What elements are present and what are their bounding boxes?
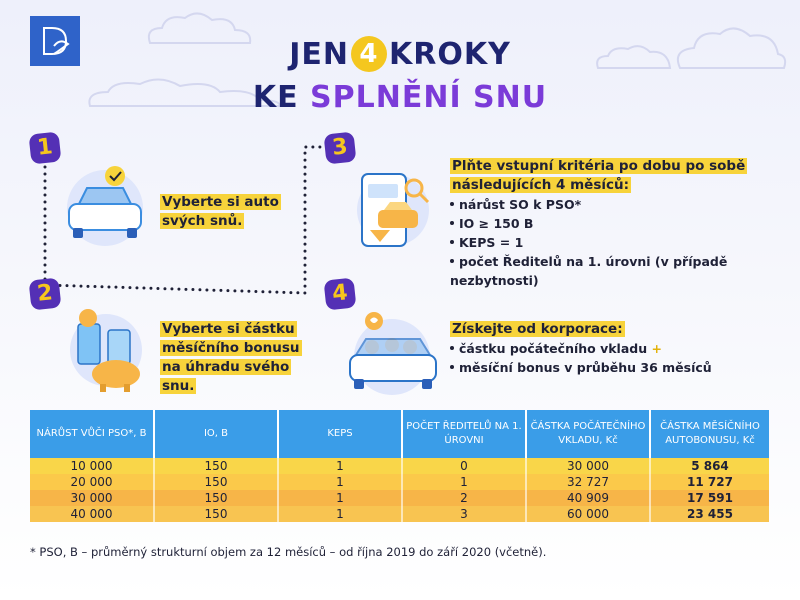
- step-2-line: Vyberte si částku: [162, 321, 295, 337]
- money-piggy-icon: [58, 300, 158, 400]
- table-header: ČÁSTKA MĚSÍČNÍHO AUTOBONUSU, Kč: [650, 410, 769, 458]
- table-cell: 60 000: [526, 506, 650, 522]
- table-cell: 1: [278, 506, 402, 522]
- table-header: POČET ŘEDITELŮ NA 1. ÚROVNI: [402, 410, 526, 458]
- step-4-bullet: částku počátečního vkladu +: [450, 339, 712, 358]
- table-cell: 1: [402, 474, 526, 490]
- subtitle-plain: KE: [252, 80, 311, 115]
- step-1-line: Vyberte si auto: [162, 194, 279, 210]
- table-header-row: [30, 410, 769, 458]
- table-header: ČÁSTKA POČÁTEČNÍHO VKLADU, Kč: [526, 410, 650, 458]
- table-header: IO, B: [154, 410, 278, 458]
- table-cell: 40 909: [526, 490, 650, 506]
- table-row: [30, 474, 769, 490]
- table-cell: 150: [154, 506, 278, 522]
- step-3-bullet: IO ≥ 150 B: [450, 214, 800, 233]
- step-3-bullet: KEPS = 1: [450, 233, 800, 252]
- table-header: KEPS: [278, 410, 402, 458]
- step-4-text: [450, 320, 712, 377]
- step-2-text: [160, 320, 302, 396]
- table-cell: 30 000: [526, 458, 650, 474]
- table-cell: 150: [154, 474, 278, 490]
- step-2-line: snu.: [162, 378, 195, 394]
- step-number-4: 4: [324, 278, 357, 311]
- table-cell: 30 000: [30, 490, 154, 506]
- table-row: [30, 458, 769, 474]
- plus-sign: +: [651, 341, 662, 356]
- table-cell: 20 000: [30, 474, 154, 490]
- table-cell: 10 000: [30, 458, 154, 474]
- phone-car-icon: [348, 160, 438, 255]
- step-number-1: 1: [29, 132, 62, 165]
- table-cell: 1: [278, 474, 402, 490]
- table-cell: 40 000: [30, 506, 154, 522]
- title-word-jen: JEN: [289, 37, 349, 72]
- table-cell: 32 727: [526, 474, 650, 490]
- step-number-2: 2: [29, 278, 62, 311]
- table-cell: 0: [402, 458, 526, 474]
- family-car-icon: [340, 305, 440, 400]
- step-4-bullet: měsíční bonus v průběhu 36 měsíců: [450, 358, 712, 377]
- table-cell: 1: [278, 490, 402, 506]
- table-cell: 5 864: [691, 459, 729, 473]
- step-3-line: Plňte vstupní kritéria po dobu po sobě: [452, 158, 746, 174]
- bonus-table: [30, 410, 769, 522]
- table-cell: 17 591: [687, 491, 733, 505]
- subtitle-highlight: SPLNĚNÍ SNU: [310, 80, 548, 115]
- table-row: [30, 490, 769, 506]
- table-cell: 150: [154, 458, 278, 474]
- step-number-3: 3: [324, 132, 357, 165]
- table-header: NÁRŮST VŮČI PSO*, B: [30, 410, 154, 458]
- table-cell: 3: [402, 506, 526, 522]
- step-3-text: [450, 157, 800, 290]
- table-cell: 11 727: [687, 475, 733, 489]
- title-number-badge: 4: [351, 36, 387, 72]
- step-3-line: následujících 4 měsíců:: [452, 177, 630, 193]
- table-cell: 150: [154, 490, 278, 506]
- step-1-text: [160, 193, 281, 231]
- table-cell: 1: [278, 458, 402, 474]
- step-3-bullet: počet Ředitelů na 1. úrovni (v případě nezbytnosti): [450, 254, 728, 288]
- car-check-icon: [55, 160, 155, 250]
- footnote: * PSO, B – průměrný strukturní objem za 12 měsíců – od října 2019 do září 2020 (včetně).: [30, 545, 547, 559]
- table-cell: 2: [402, 490, 526, 506]
- step-4-line: Získejte od korporace:: [452, 321, 623, 337]
- step-2-line: měsíčního bonusu: [162, 340, 300, 356]
- table-cell: 23 455: [687, 507, 733, 521]
- table-row: [30, 506, 769, 522]
- step-2-line: na úhradu svého: [162, 359, 290, 375]
- step-1-line: svých snů.: [162, 213, 243, 229]
- title-word-kroky: KROKY: [388, 37, 511, 72]
- step-3-bullet: nárůst SO k PSO*: [450, 195, 800, 214]
